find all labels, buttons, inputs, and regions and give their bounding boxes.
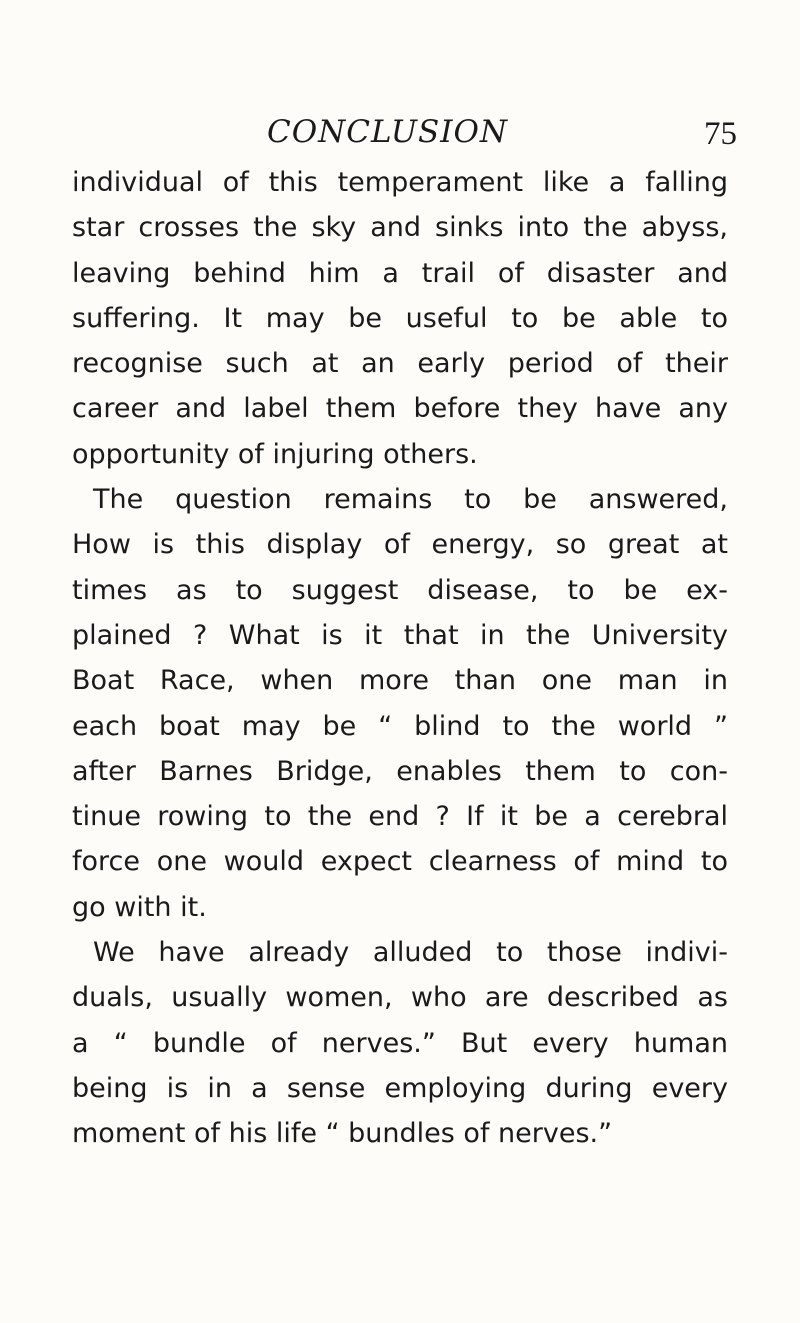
paragraph-end-line: moment of his life “ bundles of nerves.”	[72, 1118, 613, 1150]
page-number: 75	[704, 116, 737, 152]
text-line: How is this display of energy, so great at	[72, 529, 728, 561]
text-line: after Barnes Bridge, enables them to con-	[72, 755, 728, 787]
text-line: times as to suggest disease, to be ex-	[72, 574, 728, 606]
text-line: individual of this temperament like a falling	[72, 167, 728, 198]
body-text	[72, 160, 728, 1157]
text-line: a “ bundle of nerves.” But every human	[72, 1027, 728, 1059]
paragraph-end-line: opportunity of injuring others.	[72, 438, 478, 470]
paragraph-end-line: go with it.	[72, 891, 207, 923]
text-line: force one would expect clearness of mind to	[72, 846, 728, 878]
text-line: being is in a sense employing during every	[72, 1072, 728, 1104]
paragraph-start-line: We have already alluded to those indivi-	[93, 937, 728, 969]
text-line: each boat may be “ blind to the world ”	[72, 710, 728, 742]
text-line: star crosses the sky and sinks into the abyss,	[72, 212, 728, 244]
text-line: leaving behind him a trail of disaster and	[72, 257, 728, 289]
paragraph-start-line: The question remains to be answered,	[93, 484, 728, 516]
text-line: suffering. It may be useful to be able to	[72, 302, 728, 334]
text-line: career and label them before they have any	[72, 393, 728, 425]
text-line: duals, usually women, who are described as	[72, 982, 728, 1014]
text-line: plained ? What is it that in the University	[72, 619, 728, 651]
text-line: tinue rowing to the end ? If it be a cerebral	[72, 801, 728, 833]
text-line: Boat Race, when more than one man in	[72, 665, 728, 697]
running-head: CONCLUSION	[267, 114, 509, 150]
text-line: recognise such at an early period of their	[72, 348, 728, 380]
